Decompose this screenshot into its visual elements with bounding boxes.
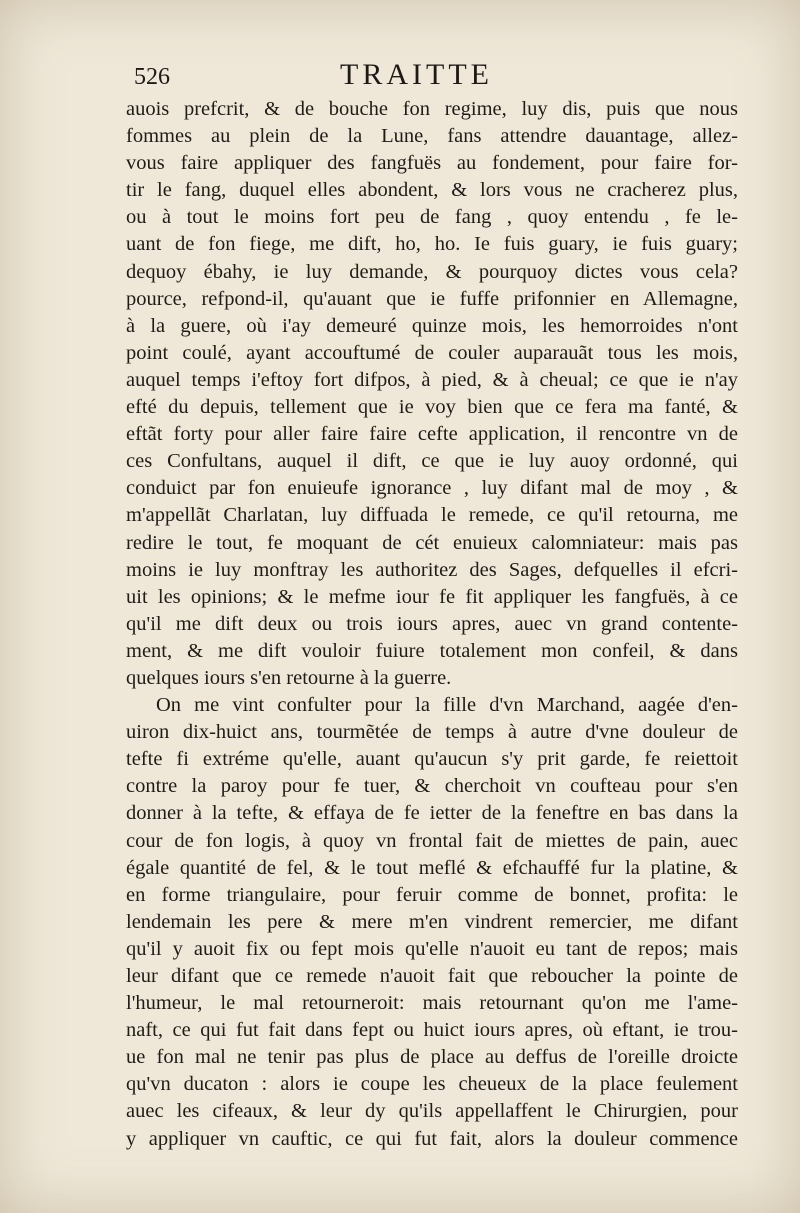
text-line: qu'il me dift deux ou trois iours apres, auec vn grand contente- xyxy=(126,612,738,635)
text-line: moins ie luy monftray les authoritez des Sages, defquelles il efcri- xyxy=(126,558,738,581)
text-line: quelques iours s'en retourne à la guerre. xyxy=(126,666,452,689)
text-line: conduict par fon enuieufe ignorance , luy difant mal de moy , & xyxy=(126,477,738,500)
text-line: cour de fon logis, à quoy vn frontal fait de miettes de pain, auec xyxy=(126,829,738,852)
text-line: ment, & me dift vouloir fuiure totalement mon confeil, & dans xyxy=(126,639,738,662)
text-line: leur difant que ce remede n'auoit fait que reboucher la pointe de xyxy=(126,965,738,987)
text-line: ou à tout le moins fort peu de fang , quoy entendu , fe le- xyxy=(126,206,738,229)
text-line: pource, refpond-il, qu'auant que ie fuffe prifonnier en Allemagne, xyxy=(126,287,738,310)
text-line: à la guere, où i'ay demeuré quinze mois, les hemorroides n'ont xyxy=(126,314,738,337)
text-line: y appliquer vn cauftic, ce qui fut fait, alors la douleur commence xyxy=(126,1127,738,1150)
text-line: point coulé, ayant accouftumé de couler auparauãt tous les mois, xyxy=(126,341,738,364)
text-line: uant de fon fiege, me dift, ho, ho. Ie fuis guary, ie fuis guary; xyxy=(126,233,738,256)
text-line: auquel temps i'eftoy fort difpos, à pied, & à cheual; ce que ie n'ay xyxy=(126,368,738,391)
text-line: vous faire appliquer des fangfuës au fondement, pour faire for- xyxy=(126,152,738,175)
text-line: m'appellãt Charlatan, luy diffuada le remede, ce qu'il retourna, me xyxy=(126,504,738,527)
text-line: en forme triangulaire, pour feruir comme de bonnet, profita: le xyxy=(126,883,738,906)
paragraph-1 xyxy=(126,96,738,692)
text-line: lendemain les pere & mere m'en vindrent remercier, me difant xyxy=(126,910,738,933)
text-line: auois prefcrit, & de bouche fon regime, luy dis, puis que nous xyxy=(126,98,738,120)
text-line: tefte fi extréme qu'elle, auant qu'aucun s'y prit garde, fe reiettoit xyxy=(126,748,738,771)
page-number: 526 xyxy=(134,64,170,90)
text-line: efté du depuis, tellement que ie voy bien que ce fera ma fanté, & xyxy=(126,396,738,419)
text-line: auec les cifeaux, & leur dy qu'ils appellaffent le Chirurgien, pour xyxy=(126,1100,738,1123)
text-line: l'humeur, le mal retourneroit: mais retournant qu'on me l'ame- xyxy=(126,992,738,1015)
text-line: tir le fang, duquel elles abondent, & lors vous ne cracherez plus, xyxy=(126,179,738,202)
text-line: eftãt forty pour aller faire faire cefte application, il rencontre vn de xyxy=(126,423,738,446)
paragraph-2 xyxy=(126,692,738,1153)
text-line: égale quantité de fel, & le tout meflé & efchauffé fur la platine, & xyxy=(126,856,738,879)
text-line: dequoy ébahy, ie luy demande, & pourquoy dictes vous cela? xyxy=(126,260,738,283)
text-line: qu'il y auoit fix ou fept mois qu'elle n'auoit eu tant de repos; mais xyxy=(126,937,738,960)
text-line: qu'vn ducaton : alors ie coupe les cheueux de la place feulement xyxy=(126,1073,738,1096)
body-text xyxy=(126,96,738,1153)
text-line: ces Confultans, auquel il dift, ce que ie luy auoy ordonné, qui xyxy=(126,450,738,473)
text-line: uit les opinions; & le mefme iour fe fit appliquer les fangfuës, à ce xyxy=(126,585,738,608)
text-line: contre la paroy pour fe tuer, & cherchoit vn coufteau pour s'en xyxy=(126,775,738,798)
text-line: fommes au plein de la Lune, fans attendre dauantage, allez- xyxy=(126,125,738,148)
text-line: On me vint confulter pour la fille d'vn Marchand, aagée d'en- xyxy=(156,694,738,717)
text-line: uiron dix-huict ans, tourmẽtée de temps à autre d'vne douleur de xyxy=(126,721,738,744)
running-head-title: TRAITTE xyxy=(340,58,493,91)
text-line: donner à la tefte, & effaya de fe ietter de la feneftre en bas dans la xyxy=(126,802,738,825)
text-line: redire le tout, fe moquant de cét enuieux calomniateur: mais pas xyxy=(126,531,738,554)
text-line: ue fon mal ne tenir pas plus de place au deffus de l'oreille droicte xyxy=(126,1046,738,1069)
text-line: naft, ce qui fut fait dans fept ou huict iours apres, où eftant, ie trou- xyxy=(126,1019,738,1042)
